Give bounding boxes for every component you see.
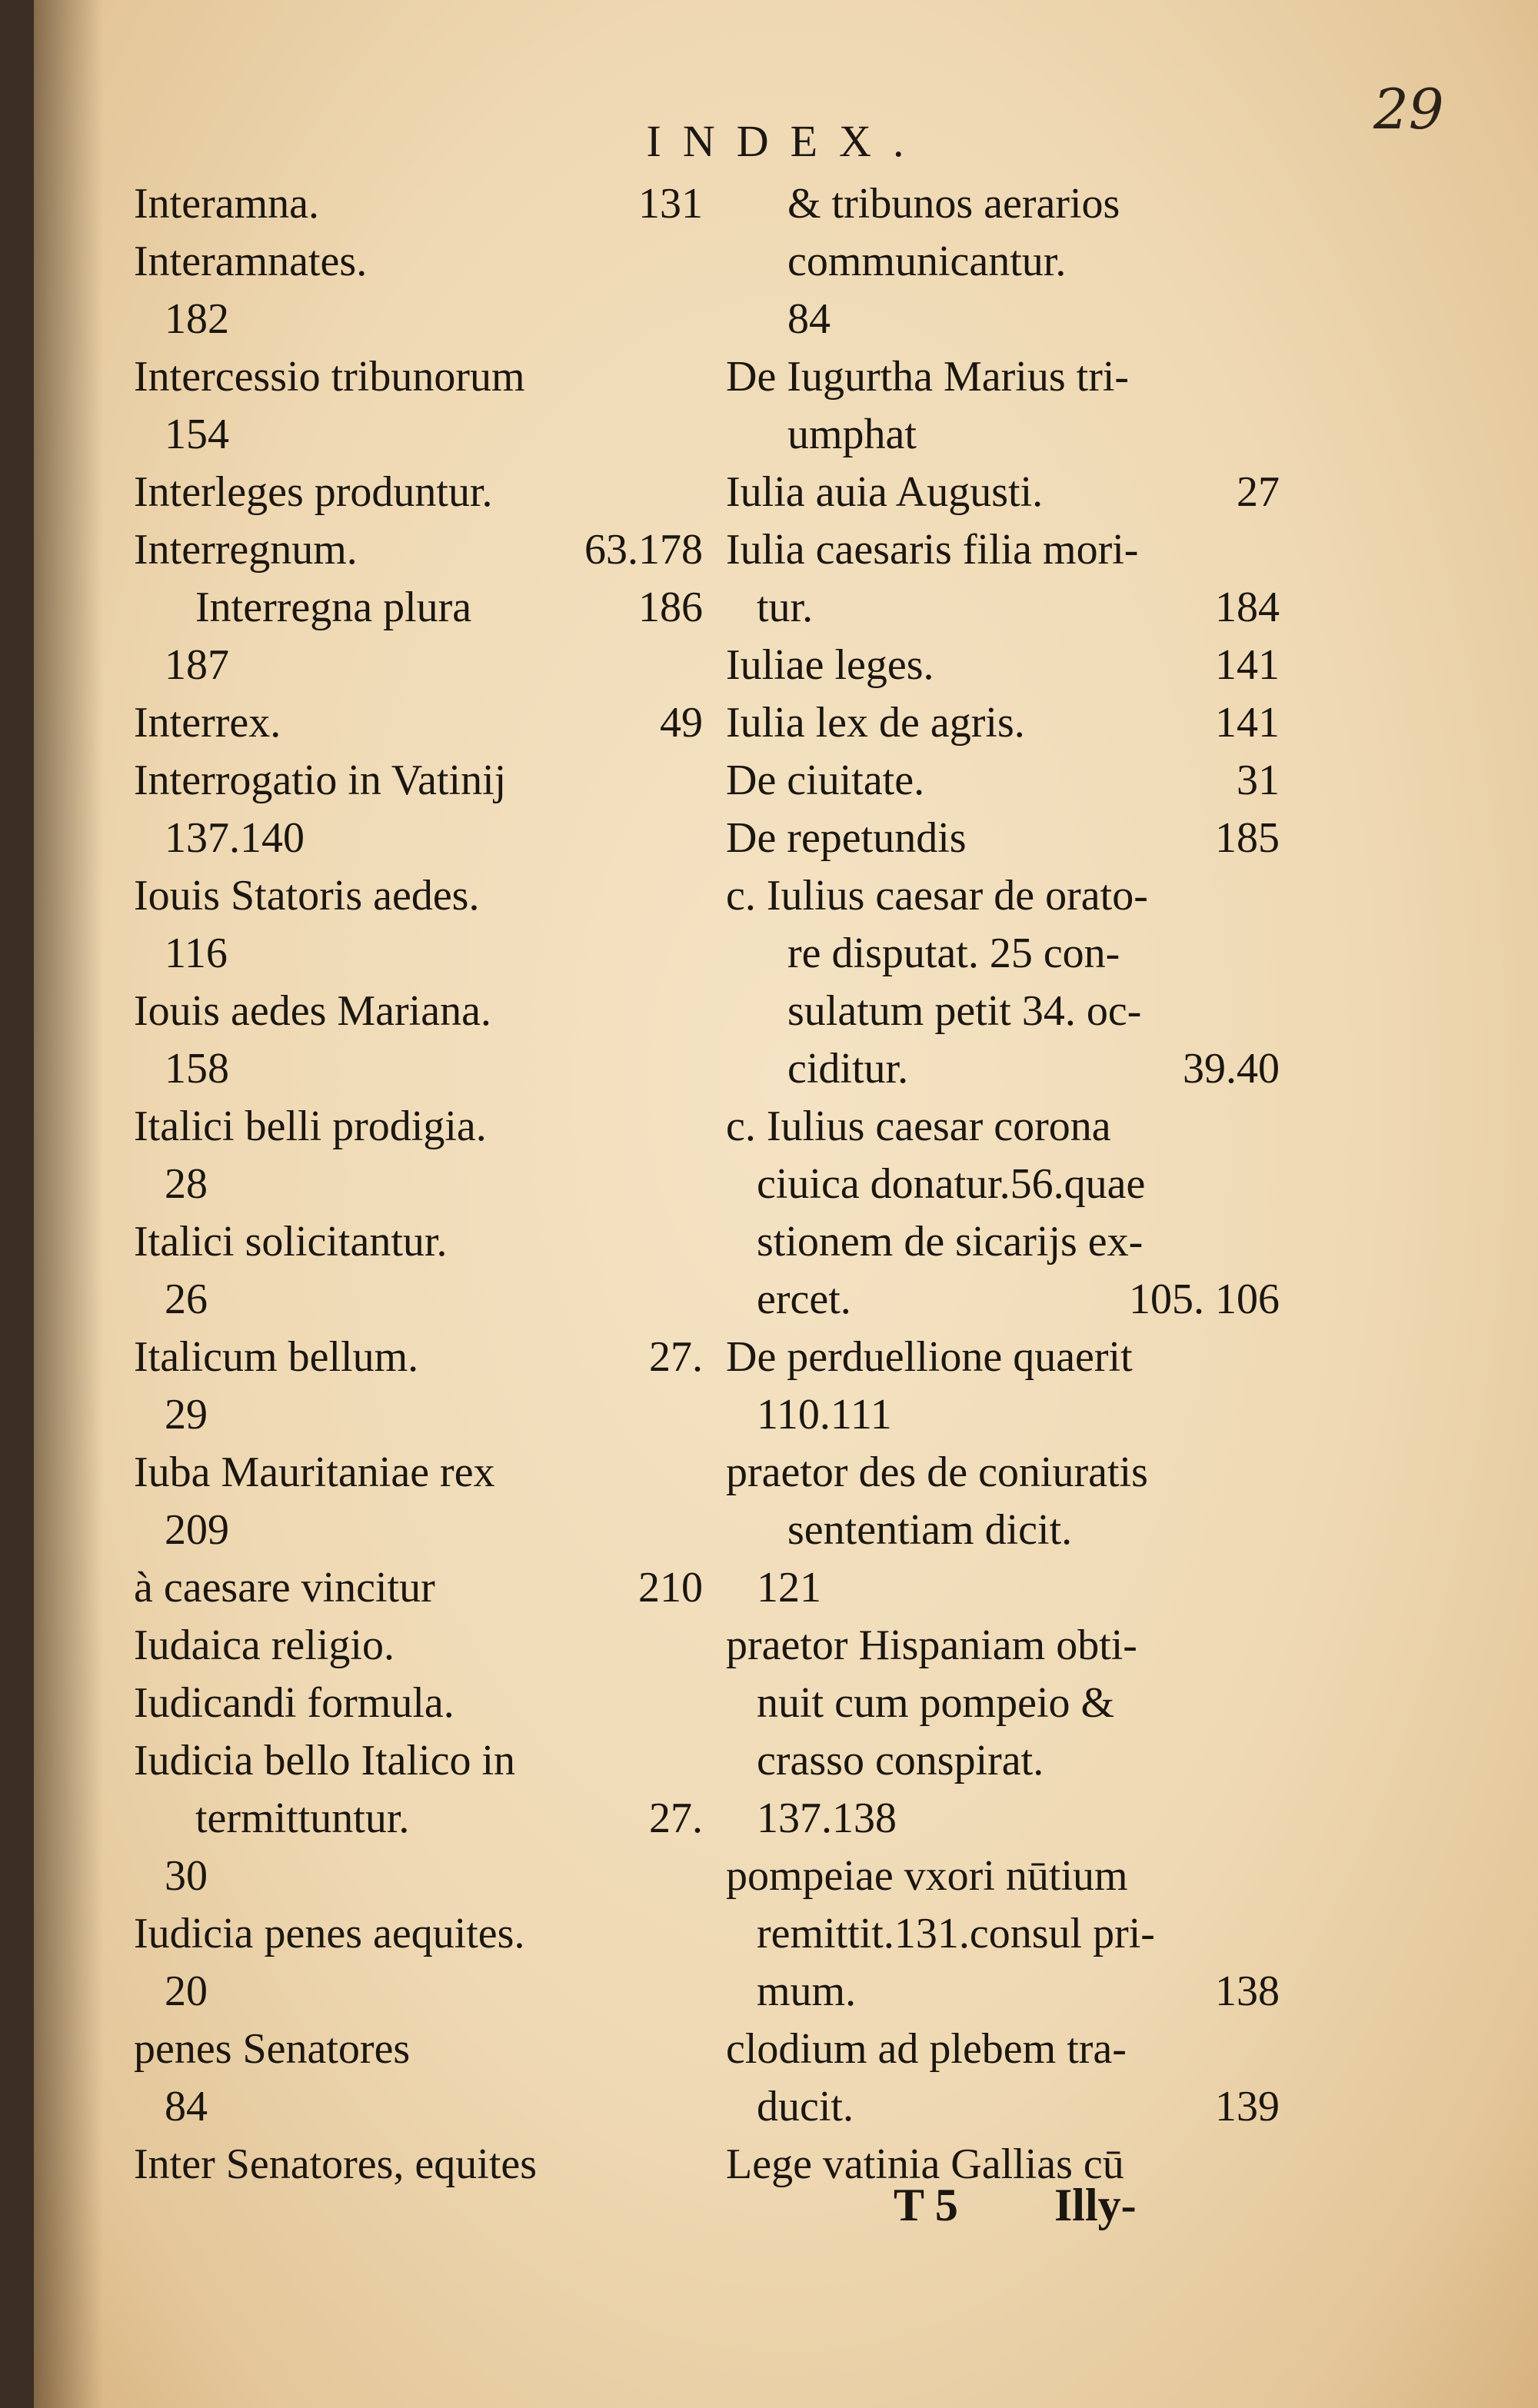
index-entry-text: c. Iulius caesar corona: [726, 1103, 1111, 1150]
index-entry-text: Interrogatio in Vatinij: [134, 757, 507, 804]
index-entry: [134, 2078, 703, 2136]
index-entry-text: 20: [165, 1967, 208, 2015]
index-entry: [134, 1963, 703, 2021]
index-entry: [134, 406, 703, 464]
index-entry-text: crasso conspirat.: [757, 1737, 1044, 1784]
index-entry: [134, 291, 703, 348]
index-entry-text: penes Senatores: [134, 2025, 411, 2073]
index-entry-text: Iuliae leges.: [726, 641, 934, 689]
index-entry-text: 137.140: [165, 814, 305, 862]
index-entry-text: tur.: [757, 584, 814, 631]
index-entry-text: Iouis Statoris aedes.: [134, 872, 480, 920]
index-entry: [134, 925, 703, 983]
index-entry-text: Iudicia penes aequites.: [134, 1910, 525, 1957]
running-header: INDEX.: [646, 116, 926, 166]
index-entry-text: mum.: [757, 1967, 857, 2015]
index-entry: [134, 1675, 703, 1732]
index-entry: [134, 1559, 703, 1617]
index-entry: [134, 1098, 703, 1156]
index-entry: [726, 1848, 1280, 1905]
index-entry-text: Interrex.: [134, 699, 281, 747]
index-entry: [726, 348, 1280, 406]
index-entry-text: De repetundis: [726, 814, 967, 862]
index-entry: [726, 637, 1280, 694]
catchword: Illy-: [1054, 2180, 1137, 2230]
index-entry: [726, 1732, 1280, 1790]
index-entry: [726, 810, 1280, 867]
index-entry: [726, 406, 1280, 464]
index-entry: [134, 1732, 703, 1790]
index-entry-text: De ciuitate.: [726, 757, 925, 804]
index-entry: [134, 1040, 703, 1098]
index-entry-page: 27.: [649, 1333, 703, 1381]
index-entry-page: 185: [1215, 814, 1280, 862]
index-entry: [726, 1213, 1280, 1271]
index-entry-text: termittuntur.: [195, 1794, 410, 1842]
index-entry: [134, 464, 703, 521]
index-entry-page: 141: [1215, 699, 1280, 747]
index-entry-page: 139: [1215, 2083, 1280, 2130]
index-entry-text: Interleges produntur.: [134, 468, 493, 516]
index-entry: [134, 1329, 703, 1386]
signature-mark: T 5: [894, 2180, 958, 2230]
index-entry: [726, 1617, 1280, 1675]
index-entry-text: Intercessio tribunorum: [134, 353, 525, 401]
index-entry-text: ciuica donatur.56.quae: [757, 1160, 1146, 1208]
index-entry: [134, 867, 703, 925]
index-entry-text: Iuba Mauritaniae rex: [134, 1448, 495, 1496]
index-entry-text: 158: [165, 1045, 229, 1093]
index-entry-text: ducit.: [757, 2083, 854, 2130]
index-entry-page: 27: [1237, 468, 1280, 516]
index-entry-text: 29: [165, 1391, 208, 1438]
index-entry-page: 31: [1237, 757, 1280, 804]
index-entry: [134, 2136, 703, 2193]
index-entry: [134, 694, 703, 752]
index-entry-text: 121: [757, 1564, 821, 1611]
index-entry: [726, 1271, 1280, 1329]
index-entry-text: 26: [165, 1276, 208, 1323]
index-entry: [134, 752, 703, 810]
index-entry: [726, 925, 1280, 983]
index-entry-text: Interregnum.: [134, 526, 358, 574]
index-entry-page: 105. 106: [1129, 1276, 1280, 1323]
index-entry: [726, 579, 1280, 637]
index-entry-text: 209: [165, 1506, 229, 1554]
index-entry: [134, 1617, 703, 1675]
index-entry: [134, 1156, 703, 1213]
index-entry-text: sententiam dicit.: [787, 1506, 1073, 1554]
index-entry: [726, 521, 1280, 579]
index-entry-text: Iudicandi formula.: [134, 1679, 454, 1727]
index-entry-text: Iudaica religio.: [134, 1621, 394, 1669]
index-entry: [726, 1040, 1280, 1098]
index-entry: [134, 810, 703, 867]
index-entry: [134, 1905, 703, 1963]
index-entry: [726, 464, 1280, 521]
index-entry: [134, 1444, 703, 1502]
index-entry-text: umphat: [787, 411, 917, 458]
index-entry-text: Iouis aedes Mariana.: [134, 987, 491, 1035]
index-entry-text: Interamna.: [134, 180, 319, 228]
index-entry: [134, 1848, 703, 1905]
index-entry-text: & tribunos aerarios: [787, 180, 1120, 228]
index-entry-page: 63.178: [584, 526, 703, 574]
index-entry-text: praetor des de coniuratis: [726, 1448, 1148, 1496]
index-entry-page: 138: [1215, 1967, 1280, 2015]
index-entry-page: 131: [638, 180, 703, 228]
index-entry-text: Inter Senatores, equites: [134, 2140, 538, 2188]
index-entry-text: 28: [165, 1160, 208, 1208]
index-entry-text: Iulia auia Augusti.: [726, 468, 1044, 516]
index-entry-text: ercet.: [757, 1276, 851, 1323]
index-entry: [726, 1559, 1280, 1617]
index-entry: [726, 1329, 1280, 1386]
index-entry: [726, 233, 1280, 291]
index-column-left: [134, 175, 703, 2193]
index-entry-text: Lege vatinia Gallias cū: [726, 2140, 1124, 2188]
index-entry: [134, 521, 703, 579]
index-entry-text: ciditur.: [787, 1045, 909, 1093]
index-entry-text: Iudicia bello Italico in: [134, 1737, 516, 1784]
index-entry-page: 49: [660, 699, 703, 747]
index-entry-text: remittit.131.consul pri-: [757, 1910, 1155, 1957]
footer: [894, 2179, 1137, 2232]
index-entry-page: 39.40: [1183, 1045, 1280, 1093]
index-entry-text: 116: [165, 930, 228, 977]
index-entry-text: 187: [165, 641, 229, 689]
index-entry: [726, 291, 1280, 348]
index-entry-text: Iulia lex de agris.: [726, 699, 1025, 747]
index-entry-text: 30: [165, 1852, 208, 1900]
index-entry-text: stionem de sicarijs ex-: [757, 1218, 1144, 1266]
index-entry: [726, 983, 1280, 1040]
index-entry-text: De Iugurtha Marius tri-: [726, 353, 1130, 401]
index-entry: [134, 1271, 703, 1329]
index-entry: [726, 1790, 1280, 1848]
index-entry: [134, 175, 703, 233]
index-entry: [726, 1963, 1280, 2021]
index-entry-page: 27.: [649, 1794, 703, 1842]
index-entry-page: 184: [1215, 584, 1280, 631]
index-entry-text: Italici solicitantur.: [134, 1218, 448, 1266]
index-entry-text: 154: [165, 411, 229, 458]
index-entry: [134, 348, 703, 406]
index-entry-text: 110.111: [757, 1391, 892, 1438]
index-entry: [726, 2078, 1280, 2136]
index-entry: [134, 2021, 703, 2078]
index-entry-text: Iulia caesaris filia mori-: [726, 526, 1139, 574]
index-entry: [134, 637, 703, 694]
index-entry-text: De perduellione quaerit: [726, 1333, 1133, 1381]
gutter-shadow: [34, 0, 103, 2408]
index-entry: [134, 1502, 703, 1559]
page-number: 29: [1373, 77, 1444, 141]
index-entry-text: praetor Hispaniam obti-: [726, 1621, 1137, 1669]
index-entry: [726, 867, 1280, 925]
index-entry: [134, 1790, 703, 1848]
index-entry: [726, 1905, 1280, 1963]
index-entry: [726, 1502, 1280, 1559]
index-entry-page: 186: [638, 584, 703, 631]
book-page: [34, 0, 1538, 2408]
index-entry-text: nuit cum pompeio &: [757, 1679, 1115, 1727]
index-entry: [726, 2021, 1280, 2078]
index-entry-page: 141: [1215, 641, 1280, 689]
index-entry: [726, 694, 1280, 752]
index-entry-text: pompeiae vxori nūtium: [726, 1852, 1128, 1900]
index-entry: [726, 1156, 1280, 1213]
index-entry: [726, 1444, 1280, 1502]
index-entry-text: Interamnates.: [134, 238, 368, 285]
index-entry: [726, 175, 1280, 233]
index-entry: [134, 1213, 703, 1271]
index-entry-text: Italicum bellum.: [134, 1333, 419, 1381]
index-entry: [134, 983, 703, 1040]
index-entry: [726, 1386, 1280, 1444]
index-entry-text: clodium ad plebem tra-: [726, 2025, 1127, 2073]
index-entry-text: Interregna plura: [195, 584, 472, 631]
index-entry: [726, 1675, 1280, 1732]
index-entry: [134, 579, 703, 637]
index-entry: [134, 233, 703, 291]
index-entry-text: 182: [165, 295, 229, 343]
index-entry-text: 137.138: [757, 1794, 897, 1842]
index-entry-text: sulatum petit 34. oc-: [787, 987, 1142, 1035]
index-entry-page: 210: [638, 1564, 703, 1611]
index-entry-text: c. Iulius caesar de orato-: [726, 872, 1148, 920]
index-entry-text: à caesare vincitur: [134, 1564, 435, 1611]
index-entry-text: communicantur.: [787, 238, 1067, 285]
index-entry-text: Italici belli prodigia.: [134, 1103, 487, 1150]
index-entry-text: re disputat. 25 con-: [787, 930, 1120, 977]
index-entry: [134, 1386, 703, 1444]
index-entry: [726, 1098, 1280, 1156]
index-entry: [726, 752, 1280, 810]
index-column-right: [726, 175, 1280, 2193]
index-entry-text: 84: [787, 295, 831, 343]
index-entry-text: 84: [165, 2083, 208, 2130]
